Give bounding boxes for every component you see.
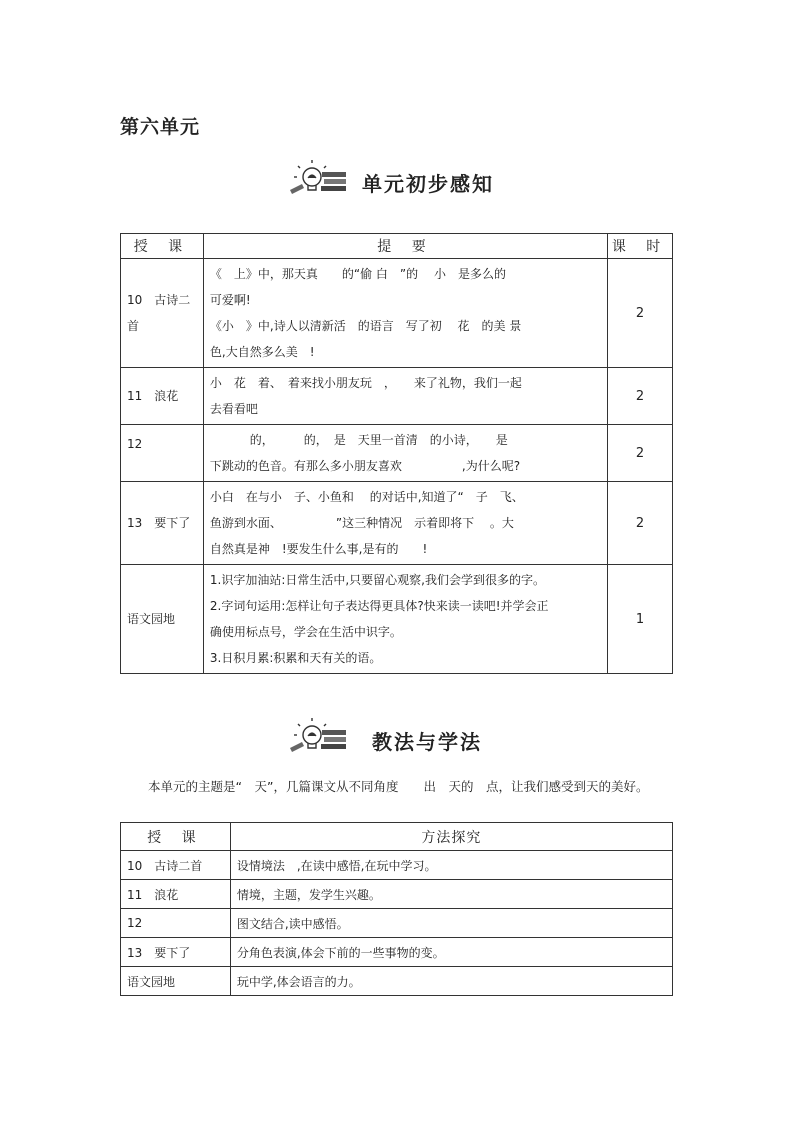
summary-cell	[203, 482, 607, 565]
column-header: 授 课	[121, 823, 231, 851]
summary-line: 3.日积月累:积累和天有关的语。	[209, 651, 382, 665]
summary-line: 自然真是神 !要发生什么事,是有的 !	[209, 542, 428, 556]
table-row	[121, 938, 673, 967]
lesson-cell: 语文园地	[121, 565, 204, 674]
lesson-cell: 13 要下了	[121, 938, 231, 967]
unit-title: 第六单元	[120, 116, 201, 138]
table-header-row	[121, 823, 673, 851]
lesson-cell: 11 浪花	[121, 368, 204, 425]
lesson-cell: 10 古诗二首	[121, 851, 231, 880]
summary-line: 《小 》中,诗人以清新活 的语言 写了初 花 的美 景	[209, 319, 522, 333]
section-title: 单元初步感知	[362, 172, 494, 196]
hours-cell: 1	[608, 565, 673, 674]
table-row	[121, 425, 673, 482]
table-row	[121, 880, 673, 909]
summary-line: 2.字词句运用:怎样让句子表达得更具体?快来读一读吧!并学会正	[209, 599, 549, 613]
hours-cell: 2	[608, 425, 673, 482]
methods-table	[120, 822, 673, 996]
method-cell: 分角色表演,体会下前的一些事物的变。	[230, 938, 672, 967]
lesson-cell: 13 要下了	[121, 482, 204, 565]
summary-line: 鱼游到水面、 ”这三种情况 示着即将下 。大	[209, 516, 514, 530]
column-header: 授 课	[121, 234, 204, 259]
table-row	[121, 482, 673, 565]
section-title: 教法与学法	[372, 730, 482, 754]
summary-line: 色,大自然多么美 !	[209, 345, 315, 359]
lightbulb-books-icon	[288, 718, 352, 758]
intro-paragraph: 本单元的主题是“ 天”，几篇课文从不同角度 出 天的 点，让我们感受到天的美好。	[148, 779, 649, 794]
section-header-methods	[0, 718, 794, 758]
summary-line: 去看看吧	[209, 402, 258, 416]
column-header: 提 要	[203, 234, 607, 259]
lightbulb-books-icon	[288, 160, 352, 200]
summary-line: 1.识字加油站:日常生活中,只要留心观察,我们会学到很多的字。	[209, 573, 545, 587]
summary-cell	[203, 565, 607, 674]
lesson-cell: 语文园地	[121, 967, 231, 996]
table-row	[121, 967, 673, 996]
unit-overview-table	[120, 233, 673, 674]
lesson-cell: 12	[121, 909, 231, 938]
method-cell: 玩中学,体会语言的力。	[230, 967, 672, 996]
table-row	[121, 368, 673, 425]
table-header-row	[121, 234, 673, 259]
column-header: 方法探究	[230, 823, 672, 851]
lesson-cell: 12	[121, 425, 204, 482]
summary-cell	[203, 425, 607, 482]
hours-cell: 2	[608, 482, 673, 565]
table-row	[121, 259, 673, 368]
hours-cell: 2	[608, 259, 673, 368]
method-cell: 图文结合,读中感悟。	[230, 909, 672, 938]
method-cell: 设情境法 ,在读中感悟,在玩中学习。	[230, 851, 672, 880]
summary-line: 确使用标点号，学会在生活中识字。	[209, 625, 402, 639]
column-header: 课 时	[608, 234, 673, 259]
summary-cell	[203, 368, 607, 425]
table-row	[121, 851, 673, 880]
method-cell: 情境，主题，发学生兴趣。	[230, 880, 672, 909]
summary-line: 下跳动的色音。有那么多小朋友喜欢 ,为什么呢?	[209, 459, 521, 473]
hours-cell: 2	[608, 368, 673, 425]
table-row	[121, 565, 673, 674]
section-header-perception	[0, 160, 794, 200]
summary-line: 小白 在与小 子、小鱼和 的对话中,知道了“ 子 飞、	[209, 490, 524, 504]
summary-cell	[203, 259, 607, 368]
summary-line: 的， 的， 是 天里一首清 的小诗， 是	[209, 433, 508, 447]
summary-line: 小 花 着、 着来找小朋友玩 ， 来了礼物，我们一起	[209, 376, 522, 390]
lesson-cell: 11 浪花	[121, 880, 231, 909]
summary-line: 《 上》中，那天真 的“偷 白 ”的 小 是多么的	[209, 267, 506, 281]
table-row	[121, 909, 673, 938]
lesson-cell: 10 古诗二首	[121, 259, 204, 368]
summary-line: 可爱啊!	[209, 293, 251, 307]
